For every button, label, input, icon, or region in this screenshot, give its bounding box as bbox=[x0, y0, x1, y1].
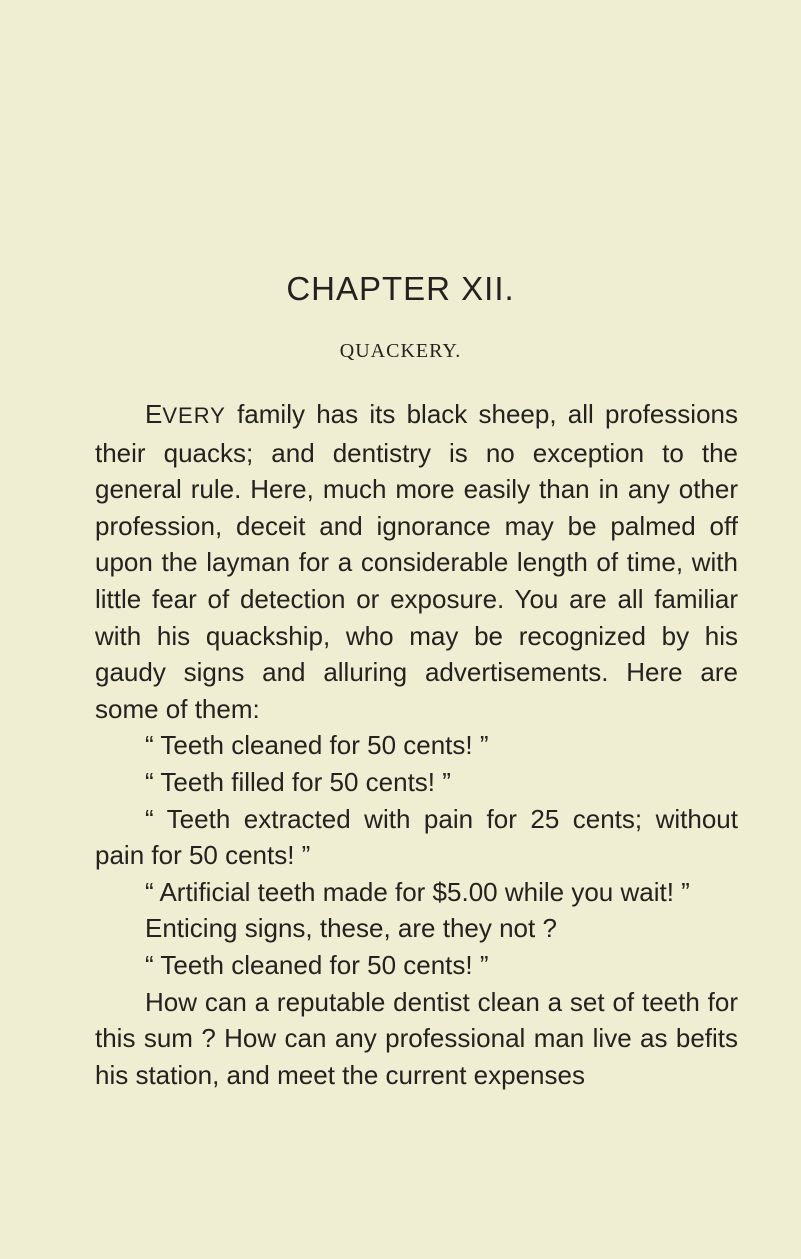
chapter-title: CHAPTER XII. bbox=[286, 270, 515, 307]
advert-quote-3: “ Teeth extracted with pain for 25 cents; without pain for 50 cents! ” bbox=[95, 803, 738, 871]
advert-quote-5: “ Teeth cleaned for 50 cents! ” bbox=[145, 949, 489, 980]
paragraph-opening-text: family has its black sheep, all professions their quacks; and dentistry is no exception to the general rule. Here, much more easily than in any other profession, deceit and ignorance may be palmed off upon the layman for a considerable length of time, with little fear of detection or exposure. You are all familiar with his quackship, who may be recognized by his gaudy signs and alluring advertisements. Here are some of them: bbox=[95, 399, 738, 724]
section-title: QUACKERY. bbox=[339, 340, 462, 362]
paragraph-closing: How can a reputable dentist clean a set of teeth for this sum ? How can any professional man live as befits his station, and meet the current expenses bbox=[95, 986, 738, 1090]
advert-quote-1: “ Teeth cleaned for 50 cents! ” bbox=[145, 730, 489, 761]
advert-quote-4: “ Artificial teeth made for $5.00 while you wait! ” bbox=[145, 876, 690, 907]
opening-initial: E bbox=[145, 399, 163, 429]
paragraph-enticing: Enticing signs, these, are they not ? bbox=[145, 913, 557, 944]
paragraph-opening bbox=[95, 396, 738, 727]
advert-quote-2: “ Teeth filled for 50 cents! ” bbox=[145, 766, 451, 797]
body-text bbox=[95, 396, 738, 1093]
opening-small-caps: VERY bbox=[162, 403, 226, 428]
